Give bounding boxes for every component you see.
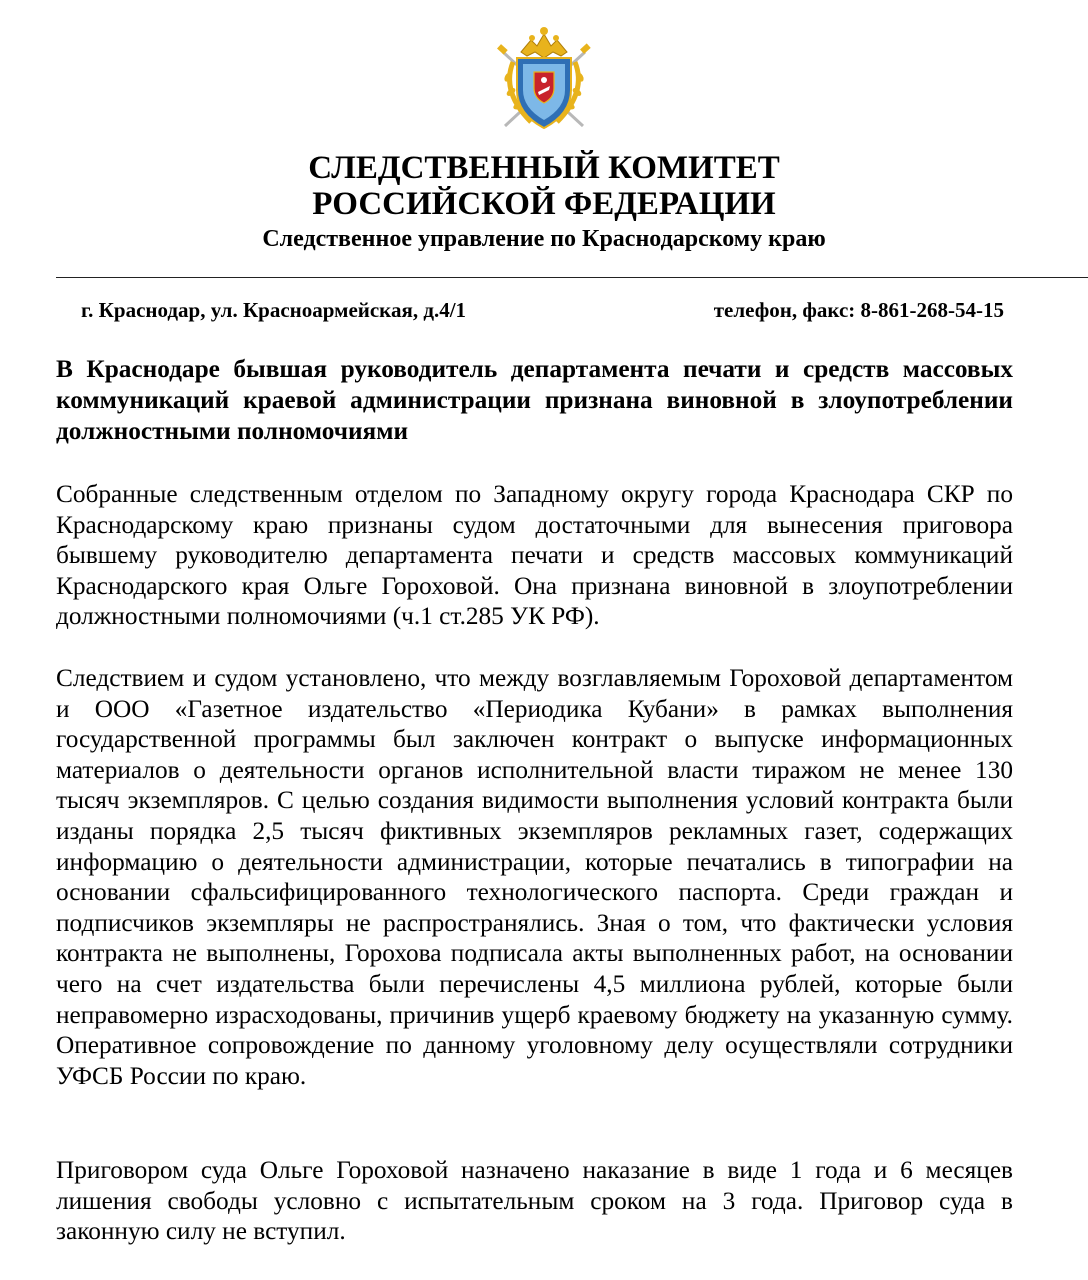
article-paragraph: Приговором суда Ольге Гороховой назначено наказание в виде 1 года и 6 месяцев лишения свободы условно с испытательным сроком на 3 года. Приговор суда в законную силу не вступил.	[56, 1156, 1013, 1246]
address: г. Краснодар, ул. Красноармейская, д.4/1	[81, 298, 467, 322]
org-title-line1: СЛЕДСТВЕННЫЙ КОМИТЕТ	[308, 150, 780, 186]
phone-fax: телефон, факс: 8-861-268-54-15	[713, 298, 1004, 322]
article-headline: В Краснодаре бывшая руководитель департамента печати и средств массовых коммуникаций краевой администрации признана виновной в злоупотреблении должностными полномочиями	[56, 355, 1013, 445]
investigative-committee-emblem-icon	[491, 22, 597, 134]
header-divider	[56, 277, 1088, 278]
article-paragraph: Собранные следственным отделом по Западному округу города Краснодара СКР по Краснодарскому краю признаны судом достаточными для вынесения приговора бывшему руководителю департамента печати и средств массовых коммуникаций Краснодарского края Ольге Гороховой. Она признана виновной в злоупотреблении должностными полномочиями (ч.1 ст.285 УК РФ).	[56, 480, 1013, 631]
article-paragraph: Следствием и судом установлено, что между возглавляемым Гороховой департаментом и ООО «Газетное издательство «Периодика Кубани» в рамках выполнения государственной программы был заключен контракт о выпуске информационных материалов о деятельности органов исполнительной власти тиражом не менее 130 тысяч экземпляров. С целью создания видимости выполнения условий контракта были изданы порядка 2,5 тысяч фиктивных экземпляров рекламных газет, содержащих информацию о деятельности администрации, которые печатались в типографии на основании сфальсифицированного технологического паспорта. Среди граждан и подписчиков экземпляры не распространялись. Зная о том, что фактически условия контракта не выполнены, Горохова подписала акты выполненных работ, на основании чего на счет издательства были перечислены 4,5 миллиона рублей, которые были неправомерно израсходованы, причинив ущерб краевому бюджету на указанную сумму. Оперативное сопровождение по данному уголовному делу осуществляли сотрудники УФСБ России по краю.	[56, 664, 1013, 1090]
department-title: Следственное управление по Краснодарскому краю	[262, 226, 826, 252]
org-title-line2: РОССИЙСКОЙ ФЕДЕРАЦИИ	[312, 186, 776, 222]
